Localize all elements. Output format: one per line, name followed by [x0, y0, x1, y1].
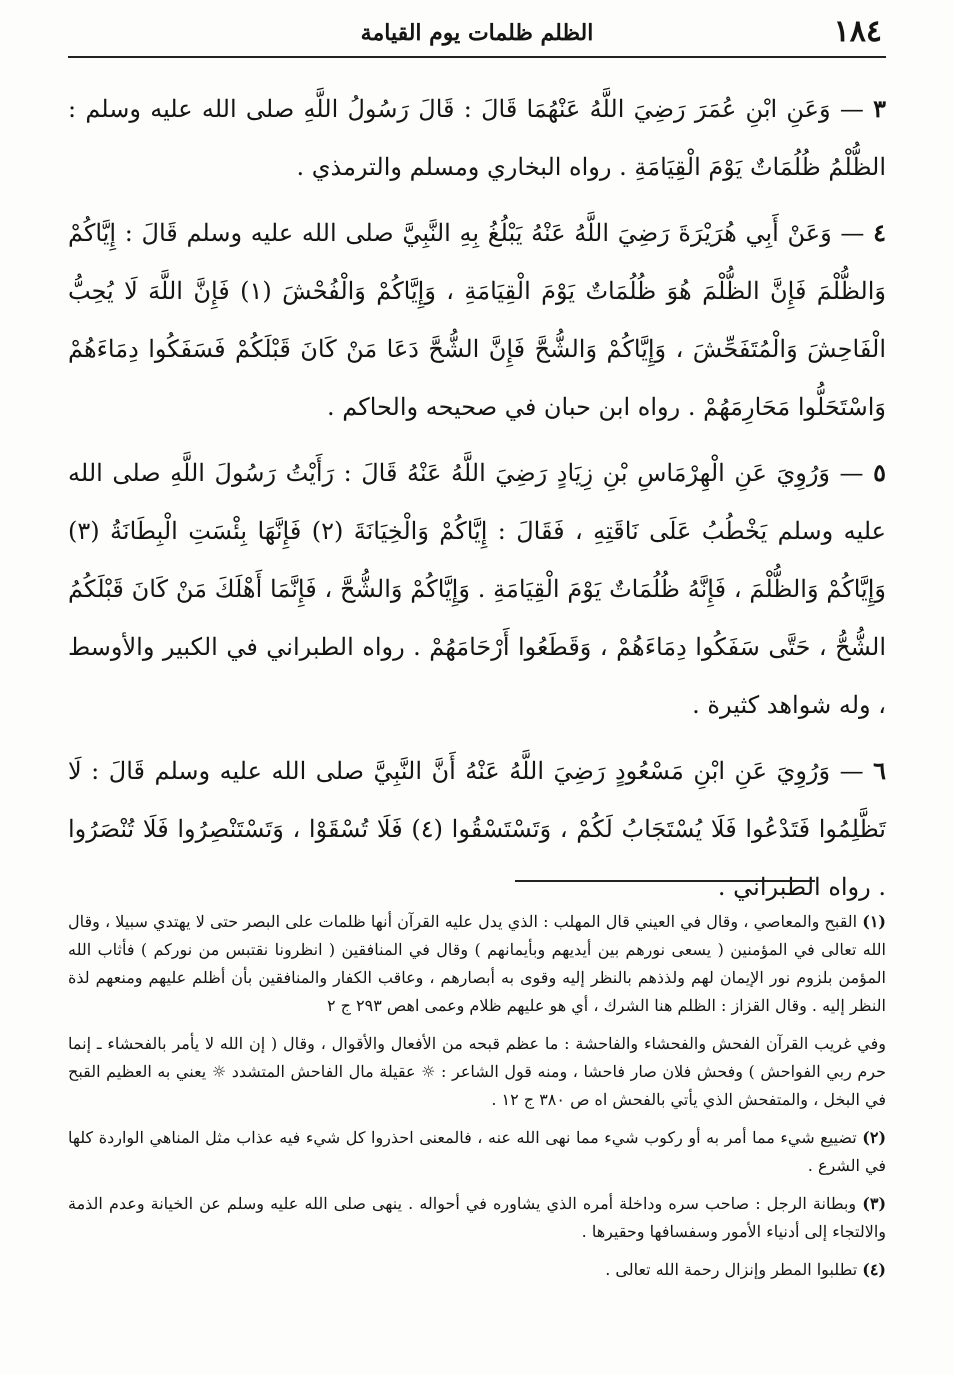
hadith-number: ٣ — [873, 94, 886, 123]
footnote-4 — [68, 1256, 886, 1284]
hadith-text: — وَعَنْ أَبِي هُرَيْرَةَ رَضِيَ اللَّهُ عَنْهُ يَبْلُغُ بِهِ النَّبِيَّ صلى الله عليه وسلم قَالَ : إِيَّاكُمْ وَالظُّلْمَ فَإِنَّ الظُّلْمَ هُوَ ظُلُمَاتٌ يَوْمَ الْقِيَامَةِ ، وَإِيَّاكُمْ وَالْفُحْشَ (١) فَإِنَّ اللَّهَ لَا يُحِبُّ الْفَاحِشَ وَالْمُتَفَحِّشَ ، وَإِيَّاكُمْ وَالشُّحَّ فَإِنَّ الشُّحَّ دَعَا مَنْ كَانَ قَبْلَكُمْ فَسَفَكُوا دِمَاءَهُمْ وَاسْتَحَلُّوا مَحَارِمَهُمْ . رواه ابن حبان في صحيحه والحاكم . — [68, 219, 886, 421]
hadith-text: — وَرُوِيَ عَنِ ابْنِ مَسْعُودٍ رَضِيَ اللَّهُ عَنْهُ أَنَّ النَّبِيَّ صلى الله عليه وسلم قَالَ : لَا تَظَّلِمُوا فَتَدْعُوا فَلَا يُسْتَجَابُ لَكُمْ ، وَتَسْتَسْقُوا (٤) فَلَا تُسْقَوْا ، وَتَسْتَنْصِرُوا فَلَا تُنْصَرُوا . رواه الطبراني . — [68, 757, 886, 901]
footnote-3 — [68, 1190, 886, 1246]
footnote-1-continued — [68, 1030, 886, 1114]
footnote-number: (٤) — [862, 1260, 886, 1279]
page-header — [68, 10, 886, 58]
hadith-number: ٤ — [873, 218, 886, 247]
footnote-text: وبطانة الرجل : صاحب سره وداخلة أمره الذي يشاوره في أحواله . ينهى صلى الله عليه وسلم عن الخيانة وعدم الذمة والالتجاء إلى أدنياء الأمور وسفسافها وحقيرها . — [68, 1194, 886, 1241]
footnote-text: وفي غريب القرآن الفحش والفحشاء والفاحشة : ما عظم قبحه من الأفعال والأقوال ، وقال ( إن الله لا يأمر بالفحشاء ـ إنما حرم ربي الفواحش ) وفحش فلان صار فاحشا ، ومنه قول الشاعر : ☼ عقيلة مال الفاحش المتشدد ☼ يعني به العظيم القبح في البخل ، والمتفحش الذي يأتي بالفحش اه ص ٣٨٠ ج ١٢ . — [68, 1034, 886, 1109]
footnote-2 — [68, 1124, 886, 1180]
hadith-4 — [68, 204, 886, 436]
running-title: الظلم ظلمات يوم القيامة — [360, 20, 594, 46]
footnote-text: تضييع شيء مما أمر به أو ركوب شيء مما نهى الله عنه ، فالمعنى احذروا كل شيء فيه عذاب مثل المناهي الواردة كلها في الشرع . — [68, 1128, 886, 1175]
footnote-1 — [68, 908, 886, 1020]
footnote-text: تطلبوا المطر وإنزال رحمة الله تعالى . — [605, 1260, 858, 1279]
hadith-5 — [68, 444, 886, 734]
footnote-number: (٣) — [862, 1194, 887, 1213]
hadith-text: — وَرُوِيَ عَنِ الْهِرْمَاسِ بْنِ زِيَادٍ رَضِيَ اللَّهُ عَنْهُ قَالَ : رَأَيْتُ رَسُولَ اللَّهِ صلى الله عليه وسلم يَخْطُبُ عَلَى نَاقَتِهِ ، فَقَالَ : إِيَّاكُمْ وَالْخِيَانَةَ (٢) فَإِنَّهَا بِئْسَتِ الْبِطَانَةُ (٣) وَإِيَّاكُمْ وَالظُّلْمَ ، فَإِنَّهُ ظُلُمَاتٌ يَوْمَ الْقِيَامَةِ . وَإِيَّاكُمْ وَالشُّحَّ ، فَإِنَّمَا أَهْلَكَ مَنْ كَانَ قَبْلَكُمُ الشُّحُّ ، حَتَّى سَفَكُوا دِمَاءَهُمْ ، وَقَطَعُوا أَرْحَامَهُمْ . رواه الطبراني في الكبير والأوسط ، وله شواهد كثيرة . — [68, 459, 886, 719]
footnote-number: (١) — [862, 912, 886, 931]
hadith-3 — [68, 80, 886, 196]
hadith-6 — [68, 742, 886, 916]
footnote-number: (٢) — [862, 1128, 887, 1147]
footnote-divider — [515, 880, 815, 882]
hadith-number: ٦ — [873, 756, 886, 785]
hadith-text: — وَعَنِ ابْنِ عُمَرَ رَضِيَ اللَّهُ عَنْهُمَا قَالَ : قَالَ رَسُولُ اللَّهِ صلى الله عليه وسلم : الظُّلْمُ ظُلُمَاتٌ يَوْمَ الْقِيَامَةِ . رواه البخاري ومسلم والترمذي . — [68, 95, 886, 181]
footnotes — [68, 908, 886, 1294]
page-number: ١٨٤ — [833, 14, 882, 49]
hadith-body — [68, 80, 886, 924]
hadith-number: ٥ — [873, 458, 886, 487]
footnote-text: القبح والمعاصي ، وقال في العيني قال المهلب : الذي يدل عليه القرآن أنها ظلمات على البصر حتى لا يهتدي سبيلا ، وقال الله تعالى في المؤمنين ( يسعى نورهم بين أيديهم وبأيمانهم ) وقال في المنافقين ( انظرونا نقتبس من نوركم ) فأثاب الله المؤمن بلزوم نور الإيمان لهم ولذذهم بالنظر إليه وقوى به أبصارهم ، وعاقب الكفار والمنافقين بأن أظلم عليهم ومنعهم لذة النظر إليه . وقال القزاز : الظلم هنا الشرك ، أي هو عليهم ظلام وعمى اهص ٢٩٣ ج ٢ — [68, 912, 886, 1015]
